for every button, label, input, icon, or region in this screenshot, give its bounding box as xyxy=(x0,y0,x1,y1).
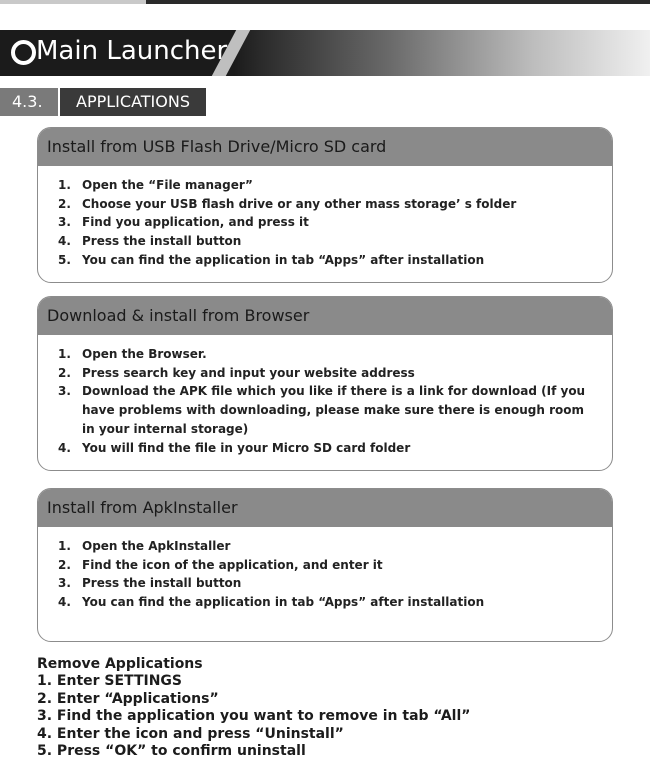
list-item xyxy=(38,382,612,438)
remove-step: 4. Enter the icon and press “Uninstall” xyxy=(37,725,344,742)
card-title: Download & install from Browser xyxy=(38,297,612,335)
step-text: Find the icon of the application, and enter it xyxy=(82,557,383,572)
step-number: 1. xyxy=(58,539,71,553)
card-title: Install from USB Flash Drive/Micro SD card xyxy=(38,128,612,166)
remove-step: 3. Find the application you want to remove in tab “All” xyxy=(37,708,471,724)
step-number: 4. xyxy=(58,440,71,455)
step-text: Press search key and input your website address xyxy=(82,365,415,380)
step-text: You can find the application in tab “Apps” after installation xyxy=(82,595,485,610)
step-number: 3. xyxy=(58,384,71,399)
step-number: 3. xyxy=(58,576,71,591)
remove-applications-section xyxy=(37,656,470,761)
list-item xyxy=(38,593,612,612)
list-item xyxy=(38,364,612,383)
section-title: APPLICATIONS xyxy=(60,88,206,116)
step-text: Press the install button xyxy=(82,234,242,249)
remove-step: 5. Press “OK” to confirm uninstall xyxy=(37,743,306,759)
list-item xyxy=(38,345,612,364)
list-item xyxy=(38,251,612,270)
card-browser-install xyxy=(37,296,613,471)
remove-title: Remove Applications xyxy=(37,656,203,672)
step-text: You can find the application in tab “Apps” after installation xyxy=(82,252,485,267)
list-item xyxy=(38,574,612,593)
card-apkinstaller xyxy=(37,488,613,642)
step-text: Open the “File manager” xyxy=(82,178,253,192)
step-number: 3. xyxy=(58,215,71,230)
remove-step: 2. Enter “Applications” xyxy=(37,690,219,707)
top-bar-dark xyxy=(146,0,650,4)
step-text: Open the Browser. xyxy=(82,347,207,361)
step-text: Download the APK file which you like if there is a link for download (If you have problems with downloading, please make sure there is enough room in your internal storage) xyxy=(82,384,586,436)
top-bar-light xyxy=(0,0,146,4)
step-number: 2. xyxy=(58,365,71,380)
step-list xyxy=(38,335,612,457)
step-text: Open the ApkInstaller xyxy=(82,539,231,553)
card-usb-install xyxy=(37,127,613,283)
list-item xyxy=(38,176,612,195)
list-item xyxy=(38,213,612,232)
step-number: 5. xyxy=(58,252,71,267)
step-list xyxy=(38,527,612,612)
step-number: 2. xyxy=(58,557,71,572)
section-number: 4.3. xyxy=(0,88,58,116)
step-text: Choose your USB flash drive or any other mass storage’ s folder xyxy=(82,196,517,211)
step-number: 1. xyxy=(58,178,71,192)
list-item xyxy=(38,439,612,458)
step-text: Press the install button xyxy=(82,576,242,591)
step-number: 1. xyxy=(58,347,71,361)
list-item xyxy=(38,537,612,556)
ring-icon xyxy=(11,40,36,65)
step-number: 4. xyxy=(58,234,71,249)
card-title: Install from ApkInstaller xyxy=(38,489,612,527)
page-title: Main Launcher xyxy=(36,36,228,66)
step-list xyxy=(38,166,612,270)
list-item xyxy=(38,556,612,575)
step-number: 4. xyxy=(58,595,71,610)
step-text: You will find the file in your Micro SD card folder xyxy=(82,440,411,455)
list-item xyxy=(38,232,612,251)
step-text: Find you application, and press it xyxy=(82,215,309,230)
remove-step: 1. Enter SETTINGS xyxy=(37,673,182,689)
list-item xyxy=(38,195,612,214)
step-number: 2. xyxy=(58,196,71,211)
